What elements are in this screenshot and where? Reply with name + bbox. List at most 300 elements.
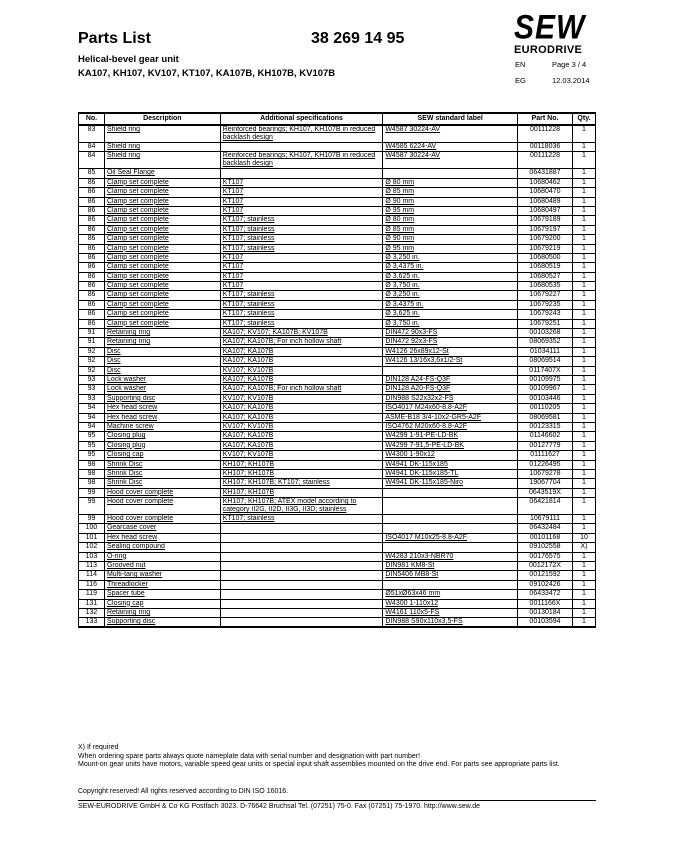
cell-no: 86 xyxy=(79,310,105,319)
copyright-notice: Copyright reserved! All rights reserved according to DIN ISO 16016. xyxy=(78,788,289,795)
column-header-qty: Qty. xyxy=(572,113,595,125)
cell-qty: 1 xyxy=(572,451,595,460)
cell-additional-specs: KH107; KH107B xyxy=(220,460,383,469)
cell-sew-label: Ø 95 mm xyxy=(383,206,518,215)
cell-sew-label: W4585 6224-AV xyxy=(383,143,518,152)
cell-qty: 1 xyxy=(572,263,595,272)
company-footer: SEW-EURODRIVE GmbH & Co KG Postfach 3023. D-76642 Bruchsal Tel. (07251) 75-0. Fax (07251) 75-1970. http://www.sew.de xyxy=(78,803,481,810)
cell-part-no: 0012172X xyxy=(518,562,573,571)
cell-additional-specs: KA107; KA107B xyxy=(220,432,383,441)
cell-no: 99 xyxy=(79,498,105,515)
cell-no: 113 xyxy=(79,562,105,571)
cell-description: Shrink Disc xyxy=(104,479,220,488)
cell-no: 94 xyxy=(79,413,105,422)
document-date: 12.03.2014 xyxy=(552,76,590,85)
cell-no: 83 xyxy=(79,125,105,143)
cell-part-no: 10679111 xyxy=(518,515,573,524)
cell-no: 116 xyxy=(79,580,105,589)
cell-additional-specs: KA107; KA107B xyxy=(220,441,383,450)
cell-additional-specs: KT107 xyxy=(220,253,383,262)
cell-qty: 1 xyxy=(572,580,595,589)
cell-qty: 1 xyxy=(572,571,595,580)
footer-divider xyxy=(78,800,596,801)
table-row xyxy=(79,580,596,589)
table-row xyxy=(79,479,596,488)
cell-sew-label: Ø 80 mm xyxy=(383,178,518,187)
cell-part-no: 0117407X xyxy=(518,366,573,375)
cell-description: Shield ring xyxy=(104,152,220,169)
cell-description: Clamp set complete xyxy=(104,206,220,215)
table-row xyxy=(79,460,596,469)
cell-sew-label: Ø 3,250 in. xyxy=(383,253,518,262)
cell-description: Closing cap xyxy=(104,451,220,460)
table-row xyxy=(79,618,596,628)
table-row xyxy=(79,347,596,356)
cell-no: 95 xyxy=(79,432,105,441)
column-header-additional-specs: Additional specifications xyxy=(220,113,383,125)
table-row xyxy=(79,310,596,319)
cell-additional-specs: KT107; stainless xyxy=(220,310,383,319)
cell-no: 92 xyxy=(79,366,105,375)
cell-sew-label: DIN128 A24-FS-Q3F xyxy=(383,375,518,384)
cell-description: Clamp set complete xyxy=(104,244,220,253)
cell-qty: 1 xyxy=(572,366,595,375)
table-row xyxy=(79,291,596,300)
cell-qty: 1 xyxy=(572,479,595,488)
table-row xyxy=(79,272,596,281)
column-header-sew-label: SEW standard label xyxy=(383,113,518,125)
cell-qty: 1 xyxy=(572,413,595,422)
notes-section xyxy=(78,744,598,770)
cell-description: Retaining ring xyxy=(104,338,220,347)
table-row xyxy=(79,488,596,497)
cell-additional-specs: KT107 xyxy=(220,272,383,281)
cell-additional-specs xyxy=(220,590,383,599)
cell-part-no: 10679219 xyxy=(518,244,573,253)
cell-part-no: 10679189 xyxy=(518,216,573,225)
cell-sew-label: W4941 DK-115x185 xyxy=(383,460,518,469)
cell-sew-label: W4300 1-90x12 xyxy=(383,451,518,460)
cell-description: Spacer tube xyxy=(104,590,220,599)
parts-table-body xyxy=(79,125,596,627)
cell-sew-label xyxy=(383,169,518,178)
cell-additional-specs: KA107; KA107B; For inch hollow shaft xyxy=(220,385,383,394)
cell-sew-label: DIN5406 MB8-St xyxy=(383,571,518,580)
cell-no: 102 xyxy=(79,543,105,552)
cell-sew-label xyxy=(383,488,518,497)
cell-additional-specs: KA107; KA107B xyxy=(220,357,383,366)
cell-qty: 1 xyxy=(572,599,595,608)
cell-no: 132 xyxy=(79,608,105,617)
cell-no: 86 xyxy=(79,216,105,225)
cell-part-no: 09102426 xyxy=(518,580,573,589)
cell-additional-specs: KV107; KV107B xyxy=(220,451,383,460)
table-row xyxy=(79,235,596,244)
cell-additional-specs xyxy=(220,618,383,628)
cell-qty: 1 xyxy=(572,338,595,347)
cell-sew-label: W4283 210x3-NBR70 xyxy=(383,552,518,561)
cell-no: 86 xyxy=(79,253,105,262)
cell-part-no: 00127779 xyxy=(518,441,573,450)
cell-qty: 1 xyxy=(572,152,595,169)
cell-no: 98 xyxy=(79,460,105,469)
page-title: Parts List xyxy=(78,30,151,47)
cell-no: 86 xyxy=(79,300,105,309)
cell-no: 86 xyxy=(79,197,105,206)
cell-sew-label xyxy=(383,515,518,524)
cell-qty: 1 xyxy=(572,282,595,291)
cell-additional-specs: KT107; stainless xyxy=(220,319,383,328)
cell-no: 86 xyxy=(79,272,105,281)
cell-sew-label: Ø 90 mm xyxy=(383,235,518,244)
table-row xyxy=(79,413,596,422)
table-row xyxy=(79,441,596,450)
cell-sew-label: W4161 110x5-FS xyxy=(383,608,518,617)
cell-additional-specs xyxy=(220,580,383,589)
cell-part-no: 08069514 xyxy=(518,357,573,366)
cell-additional-specs xyxy=(220,571,383,580)
table-row xyxy=(79,498,596,515)
cell-sew-label: Ø 80 mm xyxy=(383,216,518,225)
cell-qty: 1 xyxy=(572,216,595,225)
cell-qty: 1 xyxy=(572,515,595,524)
cell-no: 94 xyxy=(79,404,105,413)
cell-description: Hex head screw xyxy=(104,404,220,413)
cell-additional-specs: KT107 xyxy=(220,263,383,272)
table-row xyxy=(79,253,596,262)
cell-additional-specs xyxy=(220,143,383,152)
cell-additional-specs: KA107; KA107B xyxy=(220,347,383,356)
cell-qty: 1 xyxy=(572,608,595,617)
cell-qty: 1 xyxy=(572,197,595,206)
cell-sew-label: W4587 30224-AV xyxy=(383,125,518,143)
document-part-number: 38 269 14 95 xyxy=(311,30,405,47)
cell-additional-specs: KA107; KA107B xyxy=(220,404,383,413)
table-row xyxy=(79,524,596,533)
table-row xyxy=(79,338,596,347)
cell-qty: 1 xyxy=(572,618,595,628)
cell-additional-specs: Reinforced bearings; KH107, KH107B in reduced backlash design xyxy=(220,152,383,169)
cell-sew-label: Ø 90 mm xyxy=(383,197,518,206)
cell-additional-specs: KT107 xyxy=(220,197,383,206)
logo-text: SEW xyxy=(514,8,586,47)
cell-part-no: 10679243 xyxy=(518,310,573,319)
cell-sew-label: Ø 3,625 in. xyxy=(383,310,518,319)
table-row xyxy=(79,197,596,206)
cell-additional-specs xyxy=(220,608,383,617)
cell-description: Hood cover complete xyxy=(104,515,220,524)
cell-description: Supporting disc xyxy=(104,618,220,628)
cell-additional-specs: KT107 xyxy=(220,282,383,291)
cell-no: 93 xyxy=(79,385,105,394)
cell-additional-specs: KT107; stainless xyxy=(220,225,383,234)
cell-part-no: 08069352 xyxy=(518,338,573,347)
table-row xyxy=(79,357,596,366)
cell-qty: 1 xyxy=(572,460,595,469)
cell-additional-specs: KA107; KA107B; For inch hollow shaft xyxy=(220,338,383,347)
cell-description: Disc xyxy=(104,357,220,366)
cell-no: 99 xyxy=(79,488,105,497)
cell-additional-specs xyxy=(220,552,383,561)
cell-no: 86 xyxy=(79,319,105,328)
cell-part-no: 00109975 xyxy=(518,375,573,384)
cell-no: 101 xyxy=(79,533,105,542)
cell-description: Clamp set complete xyxy=(104,310,220,319)
cell-description: Shrink Disc xyxy=(104,460,220,469)
cell-part-no: 00110205 xyxy=(518,404,573,413)
cell-part-no: 06431887 xyxy=(518,169,573,178)
cell-part-no: 10679251 xyxy=(518,319,573,328)
cell-qty: 1 xyxy=(572,422,595,431)
cell-description: Clamp set complete xyxy=(104,235,220,244)
cell-no: 98 xyxy=(79,469,105,478)
cell-sew-label: DIN981 KM8-St xyxy=(383,562,518,571)
cell-sew-label: Ø 3,625 in. xyxy=(383,272,518,281)
cell-description: Grooved nut xyxy=(104,562,220,571)
cell-part-no: 19067704 xyxy=(518,479,573,488)
cell-sew-label: DIN988 S22x32x2-FS xyxy=(383,394,518,403)
table-header-row xyxy=(79,113,596,125)
cell-sew-label: DIN472 92x3-FS xyxy=(383,338,518,347)
note-ordering: When ordering spare parts always quote nameplate data with serial number and designation with part number! xyxy=(78,752,421,760)
cell-part-no: 00111228 xyxy=(518,152,573,169)
cell-no: 91 xyxy=(79,329,105,338)
cell-no: 100 xyxy=(79,524,105,533)
cell-additional-specs: KA107; KA107B xyxy=(220,413,383,422)
table-row xyxy=(79,404,596,413)
cell-qty: 1 xyxy=(572,300,595,309)
cell-part-no: 00123315 xyxy=(518,422,573,431)
cell-no: 84 xyxy=(79,143,105,152)
table-row xyxy=(79,562,596,571)
cell-qty: 1 xyxy=(572,432,595,441)
cell-sew-label: W4587 30224-AV xyxy=(383,152,518,169)
table-row xyxy=(79,608,596,617)
cell-part-no: 10680489 xyxy=(518,197,573,206)
cell-additional-specs xyxy=(220,543,383,552)
cell-additional-specs: KH107; KH107B; ATEX model according to category II2G, II2D, II3G, II3D; stainless xyxy=(220,498,383,515)
cell-no: 103 xyxy=(79,552,105,561)
cell-qty: 1 xyxy=(572,347,595,356)
cell-qty: 1 xyxy=(572,188,595,197)
cell-part-no: 10680527 xyxy=(518,272,573,281)
table-row xyxy=(79,143,596,152)
cell-qty: 1 xyxy=(572,178,595,187)
note-mount-on: Mount-on gear units have motors, variable speed gear units or special input shaft assemblies mounted on the drive end. For parts see appropriate parts list. xyxy=(78,761,560,768)
cell-sew-label: W4300 1-110x12 xyxy=(383,599,518,608)
cell-qty: 1 xyxy=(572,385,595,394)
cell-no: 86 xyxy=(79,178,105,187)
cell-additional-specs: KT107 xyxy=(220,206,383,215)
cell-sew-label xyxy=(383,543,518,552)
cell-qty: 1 xyxy=(572,357,595,366)
cell-description: Disc xyxy=(104,366,220,375)
cell-sew-label xyxy=(383,580,518,589)
table-row xyxy=(79,152,596,169)
cell-part-no: 06421814 xyxy=(518,498,573,515)
cell-no: 86 xyxy=(79,282,105,291)
cell-sew-label: DIN472 90x3-FS xyxy=(383,329,518,338)
table-row xyxy=(79,319,596,328)
cell-sew-label: ASME-B18 3/4-10x2-GR5-A2F xyxy=(383,413,518,422)
cell-description: Oil Seal Flange xyxy=(104,169,220,178)
cell-part-no: 10680470 xyxy=(518,188,573,197)
column-header-description: Description xyxy=(104,113,220,125)
cell-additional-specs xyxy=(220,524,383,533)
table-row xyxy=(79,515,596,524)
cell-part-no: 06432484 xyxy=(518,524,573,533)
cell-additional-specs: KH107; KH107B; KT107; stainless xyxy=(220,479,383,488)
column-header-part-no: Part No. xyxy=(518,113,573,125)
table-row xyxy=(79,225,596,234)
cell-sew-label: Ø 85 mm xyxy=(383,225,518,234)
cell-part-no: 10679197 xyxy=(518,225,573,234)
table-row xyxy=(79,533,596,542)
cell-part-no: 10680519 xyxy=(518,263,573,272)
cell-no: 131 xyxy=(79,599,105,608)
cell-no: 86 xyxy=(79,225,105,234)
cell-description: Clamp set complete xyxy=(104,319,220,328)
cell-no: 119 xyxy=(79,590,105,599)
column-header-no: No. xyxy=(79,113,105,125)
cell-description: Multi-tang washer xyxy=(104,571,220,580)
note-if-required: X) If required xyxy=(78,744,119,751)
cell-no: 86 xyxy=(79,291,105,300)
cell-part-no: 00176575 xyxy=(518,552,573,561)
cell-part-no: 10679200 xyxy=(518,235,573,244)
cell-description: Gearcase cover xyxy=(104,524,220,533)
cell-part-no: 00101168 xyxy=(518,533,573,542)
cell-description: Clamp set complete xyxy=(104,300,220,309)
table-row xyxy=(79,590,596,599)
cell-description: Disc xyxy=(104,347,220,356)
cell-no: 93 xyxy=(79,394,105,403)
cell-part-no: 00111228 xyxy=(518,125,573,143)
cell-part-no: 00103594 xyxy=(518,618,573,628)
cell-additional-specs: KT107; stainless xyxy=(220,216,383,225)
cell-part-no: 00103268 xyxy=(518,329,573,338)
table-row xyxy=(79,366,596,375)
cell-qty: 1 xyxy=(572,488,595,497)
cell-sew-label: DIN988 S90x110x3,5-FS xyxy=(383,618,518,628)
table-row xyxy=(79,451,596,460)
table-row xyxy=(79,552,596,561)
cell-qty: 1 xyxy=(572,225,595,234)
cell-part-no: 10680535 xyxy=(518,282,573,291)
cell-part-no: 00109967 xyxy=(518,385,573,394)
cell-part-no: 10679278 xyxy=(518,469,573,478)
cell-qty: 1 xyxy=(572,469,595,478)
table-row xyxy=(79,300,596,309)
table-row xyxy=(79,599,596,608)
cell-additional-specs: KT107 xyxy=(220,188,383,197)
cell-sew-label: Ø 3,4375 in. xyxy=(383,263,518,272)
cell-description: Hood cover complete xyxy=(104,498,220,515)
table-row xyxy=(79,432,596,441)
cell-additional-specs: KT107; stainless xyxy=(220,291,383,300)
cell-part-no: 01146602 xyxy=(518,432,573,441)
cell-no: 92 xyxy=(79,357,105,366)
cell-description: Closing cap xyxy=(104,599,220,608)
cell-description: Clamp set complete xyxy=(104,216,220,225)
cell-sew-label: ISO4017 M24x60-8.8-A2F xyxy=(383,404,518,413)
cell-qty: 1 xyxy=(572,235,595,244)
cell-description: O-ring xyxy=(104,552,220,561)
cell-part-no: 00130184 xyxy=(518,608,573,617)
cell-sew-label xyxy=(383,524,518,533)
cell-no: 86 xyxy=(79,263,105,272)
cell-sew-label: Ø 85 mm xyxy=(383,188,518,197)
cell-additional-specs: KA107; KA107B xyxy=(220,375,383,384)
cell-description: Clamp set complete xyxy=(104,188,220,197)
cell-additional-specs xyxy=(220,599,383,608)
table-row xyxy=(79,169,596,178)
cell-description: Clamp set complete xyxy=(104,178,220,187)
cell-part-no: 00118036 xyxy=(518,143,573,152)
cell-qty: 1 xyxy=(572,375,595,384)
cell-sew-label: Ø 95 mm xyxy=(383,244,518,253)
cell-sew-label xyxy=(383,498,518,515)
cell-no: 99 xyxy=(79,515,105,524)
cell-description: Hex head screw xyxy=(104,533,220,542)
cell-no: 91 xyxy=(79,338,105,347)
cell-no: 86 xyxy=(79,244,105,253)
cell-description: Supporting disc xyxy=(104,394,220,403)
cell-part-no: 01034111 xyxy=(518,347,573,356)
cell-sew-label: W4941 DK-115x185-TL xyxy=(383,469,518,478)
product-subtitle: Helical-bevel gear unit xyxy=(78,54,179,65)
cell-additional-specs: KV107; KV107B xyxy=(220,366,383,375)
cell-qty: 1 xyxy=(572,169,595,178)
cell-description: Clamp set complete xyxy=(104,225,220,234)
cell-description: Retaining ring xyxy=(104,329,220,338)
cell-additional-specs: KV107; KV107B xyxy=(220,422,383,431)
cell-additional-specs: KT107 xyxy=(220,178,383,187)
cell-part-no: 0011166X xyxy=(518,599,573,608)
cell-additional-specs xyxy=(220,533,383,542)
cell-qty: 1 xyxy=(572,310,595,319)
table-row xyxy=(79,394,596,403)
cell-sew-label: ISO4762 M20x60-8.8-A2F xyxy=(383,422,518,431)
cell-no: 85 xyxy=(79,169,105,178)
cell-description: Closing plug xyxy=(104,441,220,450)
cell-no: 93 xyxy=(79,375,105,384)
cell-part-no: 09102558 xyxy=(518,543,573,552)
cell-description: Clamp set complete xyxy=(104,272,220,281)
table-row xyxy=(79,385,596,394)
cell-sew-label: Ø 3,750 in. xyxy=(383,282,518,291)
cell-qty: 1 xyxy=(572,143,595,152)
cell-sew-label: Ø 3,250 in. xyxy=(383,291,518,300)
language-code: EN xyxy=(515,60,526,69)
table-row xyxy=(79,543,596,552)
cell-additional-specs: Reinforced bearings; KH107, KH107B in reduced backlash design xyxy=(220,125,383,143)
cell-qty: 1 xyxy=(572,552,595,561)
cell-qty: 1 xyxy=(572,272,595,281)
cell-sew-label: Ø51xØ63x46 mm xyxy=(383,590,518,599)
cell-additional-specs xyxy=(220,562,383,571)
cell-no: 86 xyxy=(79,235,105,244)
table-row xyxy=(79,375,596,384)
cell-description: Lock washer xyxy=(104,375,220,384)
cell-no: 95 xyxy=(79,441,105,450)
table-row xyxy=(79,216,596,225)
cell-additional-specs: KT107; stainless xyxy=(220,515,383,524)
cell-no: 114 xyxy=(79,571,105,580)
cell-description: Clamp set complete xyxy=(104,291,220,300)
cell-no: 98 xyxy=(79,479,105,488)
parts-table xyxy=(78,112,596,628)
